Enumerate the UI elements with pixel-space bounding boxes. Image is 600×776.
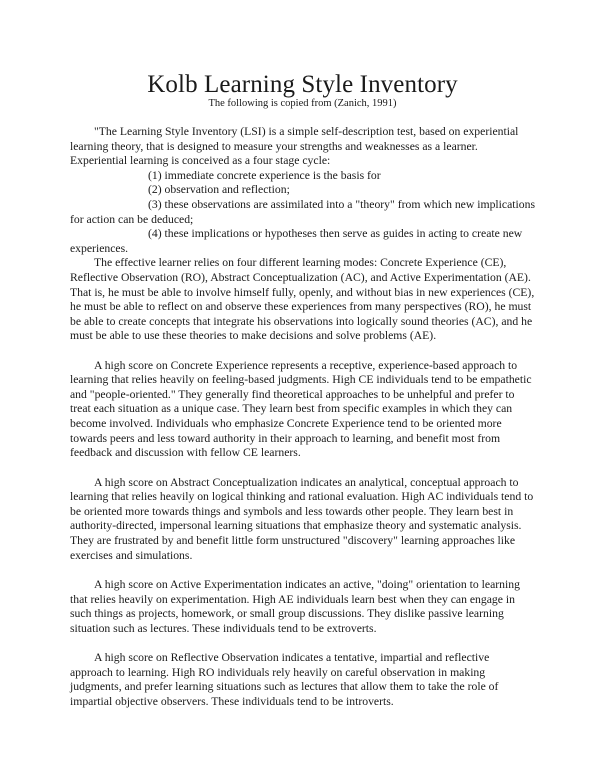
page-subtitle: The following is copied from (Zanich, 1991) [208,98,397,109]
intro-paragraph: "The Learning Style Inventory (LSI) is a simple self-description test, based on experiential learning theory, that is designed to measure your strengths and weaknesses as a learner. Experiential learning is conceived as a four stage cycle: [70,125,519,168]
stage-2: (2) observation and reflection; [148,183,290,197]
document-page [70,72,535,710]
concrete-experience-paragraph: A high score on Concrete Experience represents a receptive, experience-based approach to learning that relies heavily on feeling-based judgments. High CE individuals tend to be empathetic and "people-oriented." They generally find theoretical approaches to be unhelpful and prefer to treat each situation as a unique case. They learn best from specific examples in which they can become involved. Individuals who emphasize Concrete Experience tend to be oriented more towards peers and less toward authority in their approach to learning, and benefit most from feedback and discussion with fellow CE learners. [70,358,532,460]
stage-4: (4) these implications or hypotheses then serve as guides in acting to create new experiences. [70,227,523,255]
abstract-conceptualization-paragraph: A high score on Abstract Conceptualization indicates an analytical, conceptual approach to learning that relies heavily on logical thinking and rational evaluation. High AC individuals tend to be oriented more towards things and symbols and less towards other people. They learn best in authority-directed, impersonal learning situations that emphasize theory and systematic analysis. They are frustrated by and benefit little form unstructured "discovery" learning approaches like exercises and simulations. [70,475,534,562]
stage-1: (1) immediate concrete experience is the basis for [148,168,381,182]
reflective-observation-paragraph: A high score on Reflective Observation indicates a tentative, impartial and reflective approach to learning. High RO individuals rely heavily on careful observation in making judgments, and prefer learning situations such as lectures that allow them to take the role of impartial objective observers. These individuals tend to be introverts. [70,651,499,708]
stage-3: (3) these observations are assimilated into a "theory" from which new implications for action can be deduced; [70,197,536,226]
page-title: Kolb Learning Style Inventory [147,71,458,98]
learning-modes-paragraph: The effective learner relies on four different learning modes: Concrete Experience (CE), Reflective Observation (RO), Abstract Conceptualization (AC), and Active Experimentation (AE). That is, he must be able to involve himself fully, openly, and without bias in new experiences (CE), he must be able to reflect on and observe these experiences from many perspectives (RO), he must be able to create concepts that integrate his observations into logically sound theories (AC), and he must be able to use these theories to make decisions and solve problems (AE). [70,256,535,343]
active-experimentation-paragraph: A high score on Active Experimentation indicates an active, "doing" orientation to learning that relies heavily on experimentation. High AE individuals learn best when they can engage in such things as projects, homework, or small group discussions. They dislike passive learning situation such as lectures. These individuals tend to be extroverts. [70,578,520,635]
